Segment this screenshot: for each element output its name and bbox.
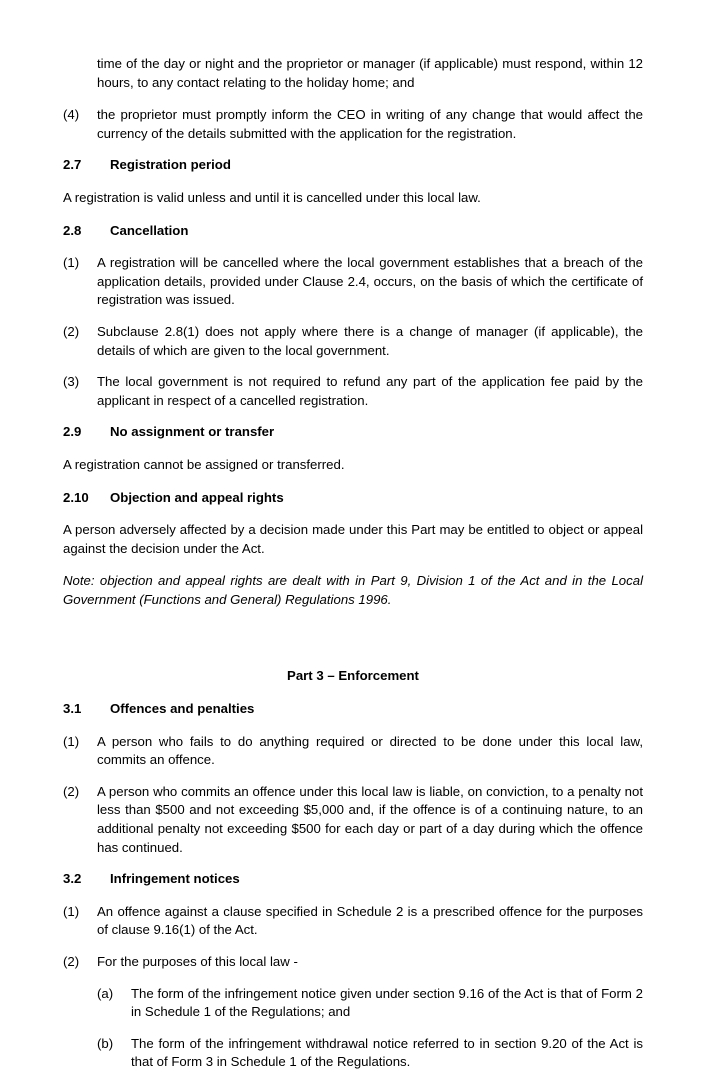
section-spacer: [63, 622, 643, 667]
section-heading: [63, 489, 643, 508]
clause-text: The form of the infringement withdrawal notice referred to in section 9.20 of the Act is that of Form 3 in Schedule 1 of the Regulations.: [131, 1035, 643, 1070]
clause: [63, 733, 643, 770]
clause-marker: (4): [63, 107, 80, 123]
section-heading-title: Offences and penalties: [110, 701, 255, 717]
clause: [63, 903, 643, 940]
clause-text: For the purposes of this local law -: [97, 954, 298, 969]
section-heading: [63, 700, 643, 719]
section-heading-title: Objection and appeal rights: [110, 489, 284, 505]
sub-clause: [97, 985, 643, 1022]
body-paragraph: A person adversely affected by a decision made under this Part may be entitled to object or appeal against the decision under the Act.: [63, 522, 643, 556]
clause-marker: (2): [63, 323, 80, 339]
clause-text: A registration will be cancelled where the local government establishes that a breach of the application details, provided under Clause 2.4, occurs, on the basis of which the certificate of registration was issued.: [97, 255, 643, 308]
document-body: [63, 55, 643, 1072]
clause: [63, 323, 643, 360]
section-heading-title: Registration period: [110, 157, 231, 173]
clause: [63, 254, 643, 310]
clause-text: A person who commits an offence under this local law is liable, on conviction, to a penalty not less than $500 and not exceeding $5,000 and, if the offence is of a continuing nature, to an additional penalty not exceeding $500 for each day or part of a day during which the offence has continued.: [97, 783, 643, 855]
clause-text: A person who fails to do anything required or directed to be done under this local law, commits an offence.: [97, 733, 643, 768]
clause-text: The form of the infringement notice given under section 9.16 of the Act is that of Form 2 in Schedule 1 of the Regulations; and: [131, 985, 643, 1020]
clause-text: the proprietor must promptly inform the CEO in writing of any change that would affect the currency of the details submitted with the application for the registration.: [97, 107, 643, 141]
clause: [63, 953, 643, 972]
section-heading-number: 2.8: [63, 222, 82, 238]
note-paragraph: Note: objection and appeal rights are dealt with in Part 9, Division 1 of the Act and in the Local Government (Functions and General) Regulations 1996.: [63, 573, 643, 607]
section-heading: [63, 156, 643, 175]
clause-text: Subclause 2.8(1) does not apply where there is a change of manager (if applicable), the details of which are given to the local government.: [97, 323, 643, 358]
section-heading: [63, 222, 643, 241]
section-heading-title: Cancellation: [110, 222, 189, 238]
clause-marker: (1): [63, 903, 80, 919]
body-paragraph: A registration cannot be assigned or transferred.: [63, 456, 345, 472]
clause-marker: (3): [63, 374, 80, 390]
section-heading-title: No assignment or transfer: [110, 424, 275, 440]
clause: [63, 373, 643, 410]
clause-continuation-text: time of the day or night and the proprietor or manager (if applicable) must respond, within 12 hours, to any contact relating to the holiday home; and: [97, 56, 643, 90]
clause-marker: (1): [63, 255, 80, 271]
sub-clause: [97, 1035, 643, 1072]
section-heading-title: Infringement notices: [110, 871, 240, 887]
section-heading-number: 2.7: [63, 157, 82, 173]
body-paragraph: A registration is valid unless and until it is cancelled under this local law.: [63, 189, 481, 205]
part-heading: Part 3 – Enforcement: [287, 668, 419, 684]
section-heading-number: 3.2: [63, 871, 82, 887]
note-spacer: [63, 609, 643, 622]
clause-marker: (2): [63, 783, 80, 799]
section-heading-number: 2.10: [63, 489, 89, 505]
clause-marker: (1): [63, 733, 80, 749]
clause: [63, 106, 643, 143]
clause-marker: (b): [97, 1035, 114, 1051]
clause: [63, 783, 643, 857]
section-heading-number: 3.1: [63, 701, 82, 717]
clause-text: An offence against a clause specified in Schedule 2 is a prescribed offence for the purposes of clause 9.16(1) of the Act.: [97, 903, 643, 938]
clause-text: The local government is not required to refund any part of the application fee paid by the applicant in respect of a cancelled registration.: [97, 374, 643, 408]
clause-marker: (2): [63, 954, 80, 969]
section-heading: [63, 870, 643, 889]
clause-marker: (a): [97, 985, 114, 1001]
section-heading-number: 2.9: [63, 424, 82, 440]
section-heading: [63, 423, 643, 442]
